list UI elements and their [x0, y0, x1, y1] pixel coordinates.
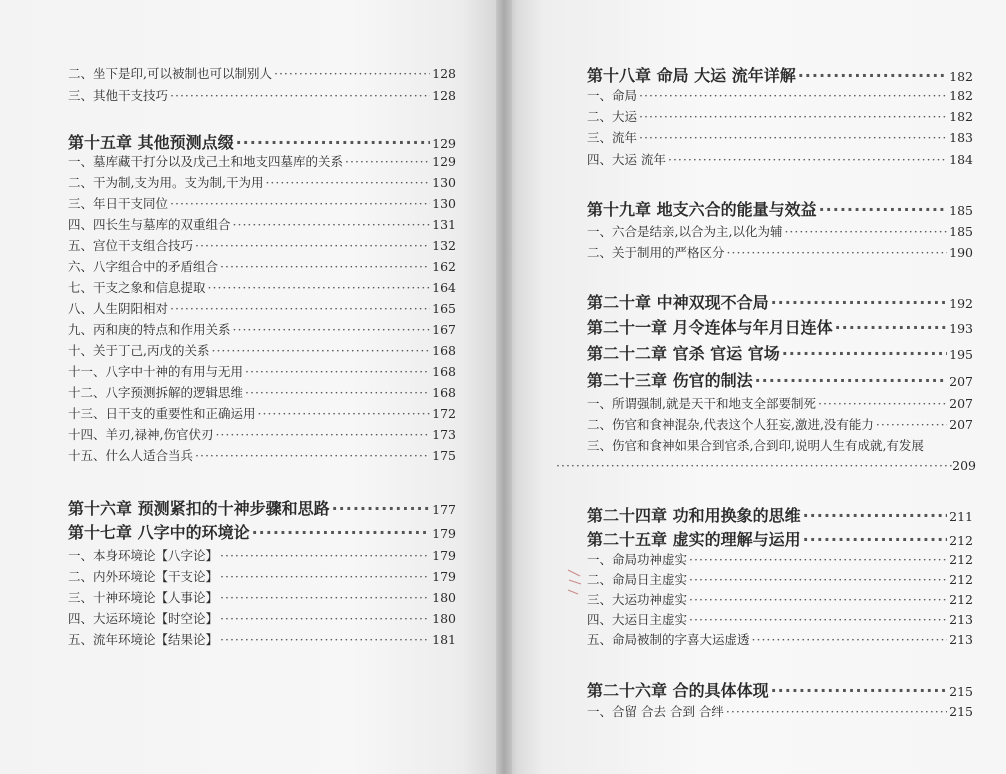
section-title: 三、其他干支技巧 — [68, 88, 169, 103]
section-title: 七、干支之象和信息提取 — [68, 280, 206, 295]
toc-section-entry[interactable] — [587, 394, 973, 412]
toc-section-entry[interactable] — [68, 630, 456, 648]
toc-page-number: 192 — [949, 296, 973, 311]
toc-section-entry[interactable] — [68, 152, 456, 170]
leader-dots — [727, 245, 948, 260]
book-spine — [496, 0, 512, 774]
toc-section-entry[interactable] — [587, 128, 973, 146]
toc-page-number: 180 — [432, 590, 456, 605]
leader-dots — [668, 152, 947, 167]
toc-page-number: 184 — [949, 152, 973, 167]
toc-section-entry[interactable] — [68, 173, 456, 191]
leader-dots — [220, 611, 430, 626]
leader-dots — [211, 343, 430, 358]
toc-section-entry[interactable] — [68, 546, 456, 564]
leader-dots — [345, 154, 430, 169]
leader-dots — [818, 396, 947, 411]
leader-dots — [771, 293, 948, 312]
toc-section-entry[interactable] — [587, 436, 973, 454]
chapter-title: 第十六章 预测紧扣的十神步骤和思路 — [68, 499, 330, 518]
section-title: 三、流年 — [587, 130, 638, 145]
toc-page-number: 185 — [949, 203, 973, 218]
section-title: 八、人生阴阳相对 — [68, 301, 169, 316]
section-title: 三、年日干支同位 — [68, 196, 169, 211]
toc-page-number: 207 — [949, 417, 973, 432]
toc-page-number: 179 — [432, 526, 456, 541]
toc-page-number: 177 — [432, 502, 456, 517]
section-title: 十二、八字预测拆解的逻辑思维 — [68, 385, 244, 400]
leader-dots — [639, 109, 947, 124]
leader-dots — [755, 371, 948, 390]
toc-section-entry[interactable] — [587, 107, 973, 125]
toc-page-number: 167 — [432, 322, 456, 337]
toc-page-number: 193 — [949, 321, 973, 336]
toc-page-number: 182 — [949, 88, 973, 103]
toc-section-entry[interactable] — [68, 194, 456, 212]
toc-section-entry[interactable] — [587, 550, 973, 568]
toc-page-number: 168 — [432, 364, 456, 379]
leader-dots — [258, 406, 431, 421]
section-title: 十四、羊刃,禄神,伤官伏刃 — [68, 427, 214, 442]
section-title: 一、本身环境论【八字论】 — [68, 548, 219, 563]
toc-section-entry[interactable] — [587, 222, 973, 240]
leader-dots — [233, 322, 431, 337]
leader-dots — [220, 259, 430, 274]
section-title: 五、流年环境论【结果论】 — [68, 632, 219, 647]
section-title: 一、命局功神虚实 — [587, 552, 688, 567]
section-title: 二、命局日主虚实 — [587, 572, 688, 587]
leader-dots — [208, 280, 431, 295]
toc-section-entry[interactable] — [68, 215, 456, 233]
toc-chapter-entry[interactable] — [587, 503, 973, 525]
section-title: 一、墓库藏干打分以及戊己土和地支四墓库的关系 — [68, 154, 344, 169]
toc-section-entry[interactable] — [68, 278, 456, 296]
toc-section-entry[interactable] — [587, 415, 973, 433]
section-title: 一、所谓强制,就是天干和地支全部要制死 — [587, 396, 816, 411]
toc-section-entry[interactable] — [587, 590, 973, 608]
leader-dots — [689, 572, 947, 587]
leader-dots — [803, 530, 948, 549]
leader-dots — [689, 592, 947, 607]
toc-page-number: 212 — [949, 592, 973, 607]
toc-page-number: 213 — [949, 632, 973, 647]
toc-page-number: 128 — [432, 88, 456, 103]
section-title: 四、大运日主虚实 — [587, 612, 688, 627]
leader-dots — [274, 66, 430, 81]
toc-section-entry[interactable] — [68, 609, 456, 627]
leader-dots — [220, 569, 430, 584]
toc-page-number: 130 — [432, 196, 456, 211]
toc-page-number: 181 — [432, 632, 456, 647]
leader-dots — [220, 548, 430, 563]
leader-dots — [236, 133, 431, 152]
toc-page-number: 162 — [432, 259, 456, 274]
toc-page-number: 207 — [949, 374, 973, 389]
leader-dots — [689, 552, 947, 567]
leader-dots — [245, 385, 430, 400]
section-title: 五、命局被制的字喜大运虚透 — [587, 632, 750, 647]
toc-page-number: 172 — [432, 406, 456, 421]
toc-page-number: 185 — [949, 224, 973, 239]
toc-chapter-entry[interactable] — [587, 315, 973, 337]
chapter-title: 第十九章 地支六合的能量与效益 — [587, 200, 817, 219]
leader-dots — [639, 130, 947, 145]
leader-dots — [803, 506, 948, 525]
section-title: 四、四长生与墓库的双重组合 — [68, 217, 231, 232]
toc-page-number: 129 — [432, 136, 456, 151]
leader-dots — [195, 448, 430, 463]
toc-section-entry[interactable] — [68, 341, 456, 359]
toc-page-number: 212 — [949, 552, 973, 567]
section-title: 四、大运 流年 — [587, 152, 666, 167]
leader-dots — [771, 681, 948, 700]
toc-section-entry[interactable] — [68, 257, 456, 275]
leader-dots — [556, 458, 952, 473]
toc-section-entry[interactable] — [68, 446, 456, 464]
toc-page-number: 183 — [949, 130, 973, 145]
toc-section-entry[interactable] — [587, 630, 973, 648]
toc-section-entry[interactable] — [68, 362, 456, 380]
toc-section-entry[interactable] — [68, 567, 456, 585]
leader-dots — [195, 238, 430, 253]
toc-section-entry[interactable] — [587, 243, 973, 261]
toc-chapter-entry[interactable] — [68, 520, 456, 542]
section-title: 二、关于制用的严格区分 — [587, 245, 725, 260]
section-title: 二、伤官和食神混杂,代表这个人狂妄,激进,没有能力 — [587, 417, 874, 432]
chapter-title: 第二十一章 月令连体与年月日连体 — [587, 318, 833, 337]
toc-page-number: 212 — [949, 572, 973, 587]
toc-section-entry[interactable] — [587, 570, 973, 588]
section-title: 九、丙和庚的特点和作用关系 — [68, 322, 231, 337]
leader-dots — [332, 499, 431, 518]
toc-chapter-entry[interactable] — [587, 63, 973, 85]
toc-page-number: 195 — [949, 347, 973, 362]
section-title: 一、命局 — [587, 88, 638, 103]
leader-dots — [876, 417, 947, 432]
leader-dots — [215, 427, 430, 442]
leader-dots — [639, 88, 947, 103]
chapter-title: 第二十三章 伤官的制法 — [587, 371, 753, 390]
toc-page-number: 182 — [949, 109, 973, 124]
toc-section-entry[interactable] — [587, 86, 973, 104]
toc-page-number: 207 — [949, 396, 973, 411]
toc-page-number: 128 — [432, 66, 456, 81]
toc-section-entry[interactable] — [68, 236, 456, 254]
chapter-title: 第二十四章 功和用换象的思维 — [587, 506, 801, 525]
section-title: 二、坐下是印,可以被制也可以制别人 — [68, 66, 272, 81]
toc-page-number: 173 — [432, 427, 456, 442]
chapter-title: 第十七章 八字中的环境论 — [68, 523, 250, 542]
section-title: 二、大运 — [587, 109, 638, 124]
toc-section-entry[interactable] — [68, 299, 456, 317]
toc-section-entry[interactable] — [587, 610, 973, 628]
toc-chapter-entry[interactable] — [587, 290, 973, 312]
leader-dots — [245, 364, 430, 379]
leader-dots — [726, 704, 947, 719]
toc-page-number: 165 — [432, 301, 456, 316]
toc-chapter-entry[interactable] — [587, 368, 973, 390]
chapter-title: 第十八章 命局 大运 流年详解 — [587, 66, 796, 85]
leader-dots — [170, 88, 430, 103]
chapter-title: 第二十二章 官杀 官运 官场 — [587, 344, 780, 363]
toc-page-number: 211 — [949, 509, 973, 524]
toc-chapter-entry[interactable] — [68, 130, 456, 152]
chapter-title: 第二十六章 合的具体体现 — [587, 681, 769, 700]
toc-page-number: 132 — [432, 238, 456, 253]
section-title: 六、八字组合中的矛盾组合 — [68, 259, 219, 274]
leader-dots — [220, 632, 430, 647]
toc-chapter-entry[interactable] — [587, 197, 973, 219]
toc-page-number: 175 — [432, 448, 456, 463]
section-title: 四、大运环境论【时空论】 — [68, 611, 219, 626]
toc-page-number: 215 — [949, 704, 973, 719]
leader-dots — [170, 301, 430, 316]
toc-page-number: 215 — [949, 684, 973, 699]
toc-page-number: 213 — [949, 612, 973, 627]
toc-page-number: 131 — [432, 217, 456, 232]
toc-continuation-line — [556, 458, 976, 473]
toc-page-number: 182 — [949, 69, 973, 84]
toc-page-number: 168 — [432, 343, 456, 358]
section-title: 三、伤官和食神如果合到官杀,合到印,说明人生有成就,有发展 — [587, 438, 924, 453]
toc-chapter-entry[interactable] — [587, 527, 973, 549]
section-title: 三、十神环境论【人事论】 — [68, 590, 219, 605]
toc-page-number: 164 — [432, 280, 456, 295]
section-title: 十一、八字中十神的有用与无用 — [68, 364, 244, 379]
toc-section-entry[interactable] — [587, 150, 973, 168]
toc-chapter-entry[interactable] — [587, 678, 973, 700]
leader-dots — [752, 632, 948, 647]
toc-page-number: 168 — [432, 385, 456, 400]
chapter-title: 第十五章 其他预测点缀 — [68, 133, 234, 152]
leader-dots — [265, 175, 430, 190]
toc-page-number: 190 — [949, 245, 973, 260]
toc-chapter-entry[interactable] — [68, 496, 456, 518]
toc-page-number: 212 — [949, 533, 973, 548]
section-title: 十、关于丁己,丙戊的关系 — [68, 343, 210, 358]
leader-dots — [233, 217, 431, 232]
section-title: 三、大运功神虚实 — [587, 592, 688, 607]
toc-page-number: 209 — [952, 458, 976, 473]
leader-dots — [252, 523, 431, 542]
section-title: 十五、什么人适合当兵 — [68, 448, 194, 463]
toc-section-entry[interactable] — [68, 64, 456, 82]
toc-section-entry[interactable] — [68, 588, 456, 606]
section-title: 一、六合是结亲,以合为主,以化为辅 — [587, 224, 783, 239]
toc-page-number: 179 — [432, 569, 456, 584]
toc-page-number: 129 — [432, 154, 456, 169]
leader-dots — [170, 196, 430, 211]
leader-dots — [689, 612, 947, 627]
section-title: 五、宫位干支组合技巧 — [68, 238, 194, 253]
toc-section-entry[interactable] — [68, 383, 456, 401]
leader-dots — [782, 344, 947, 363]
toc-section-entry[interactable] — [68, 425, 456, 443]
toc-section-entry[interactable] — [68, 404, 456, 422]
toc-section-entry[interactable] — [68, 86, 456, 104]
toc-page-number: 180 — [432, 611, 456, 626]
toc-chapter-entry[interactable] — [587, 341, 973, 363]
section-title: 二、干为制,支为用。支为制,干为用 — [68, 175, 264, 190]
section-title: 十三、日干支的重要性和正确运用 — [68, 406, 256, 421]
chapter-title: 第二十五章 虚实的理解与运用 — [587, 530, 801, 549]
section-title: 一、合留 合去 合到 合绊 — [587, 704, 724, 719]
leader-dots — [784, 224, 947, 239]
leader-dots — [835, 318, 948, 337]
toc-page-number: 130 — [432, 175, 456, 190]
leader-dots — [220, 590, 430, 605]
toc-section-entry[interactable] — [587, 702, 973, 720]
leader-dots — [798, 66, 947, 85]
toc-page-number: 179 — [432, 548, 456, 563]
section-title: 二、内外环境论【干支论】 — [68, 569, 219, 584]
toc-section-entry[interactable] — [68, 320, 456, 338]
pencil-mark-icon — [566, 566, 588, 596]
chapter-title: 第二十章 中神双现不合局 — [587, 293, 769, 312]
leader-dots — [819, 200, 948, 219]
